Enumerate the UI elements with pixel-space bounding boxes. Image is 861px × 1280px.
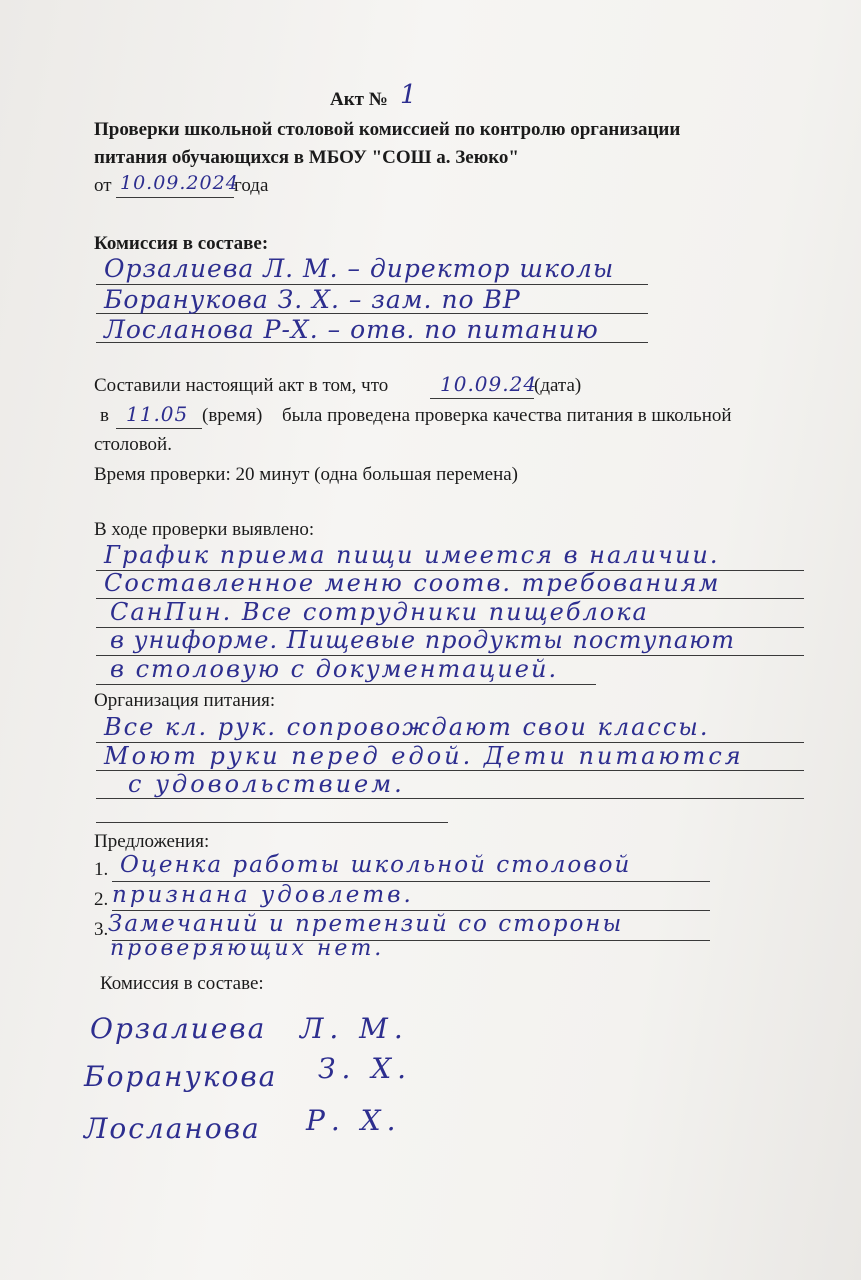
organization-text-1: Все кл. рук. сопровождают свои классы. — [104, 713, 710, 741]
signature-surname-3: Лосланова — [84, 1112, 261, 1145]
proposals-heading: Предложения: — [94, 831, 210, 852]
organization-heading: Организация питания: — [94, 690, 276, 711]
act-prefix: Составили настоящий акт в том, что — [94, 375, 389, 396]
act-date-underline — [430, 398, 534, 399]
act-date: 10.09.2024 — [120, 172, 239, 194]
proposal-number-1: 1. — [94, 859, 109, 880]
signature-surname-2: Боранукова — [84, 1060, 278, 1093]
commission-member-1: Орзалиева Л. М. – директор школы — [104, 254, 615, 283]
act-rest-2: столовой. — [94, 434, 172, 455]
date-prefix: от — [94, 175, 112, 196]
date-underline — [116, 197, 234, 198]
findings-heading: В ходе проверки выявлено: — [94, 519, 315, 540]
act-in: в — [100, 405, 109, 426]
date-suffix: года — [234, 175, 269, 196]
findings-line-5 — [96, 684, 596, 685]
commission-member-3: Лосланова Р-Х. – отв. по питанию — [104, 315, 599, 344]
organization-text-2: Моют руки перед едой. Дети питаются — [104, 742, 744, 770]
findings-text-5: в столовую с документацией. — [110, 655, 559, 683]
commission-member-2: Боранукова З. Х. – зам. по ВР — [104, 285, 521, 314]
act-time-underline — [116, 428, 202, 429]
findings-text-2: Составленное меню соотв. требованиям — [104, 569, 721, 597]
signature-initials-1: Л. М. — [300, 1012, 409, 1045]
signatures-heading: Комиссия в составе: — [100, 973, 264, 994]
subtitle-line-1: Проверки школьной столовой комиссией по контролю организации — [94, 119, 681, 140]
act-check-time: 11.05 — [126, 402, 189, 426]
act-title — [330, 88, 388, 112]
proposal-text-2: признана удовлетв. — [112, 882, 414, 908]
organization-line-4 — [96, 822, 448, 823]
findings-text-1: График приема пищи имеется в наличии. — [104, 541, 720, 569]
proposal-text-3: Замечаний и претензий со стороны — [108, 911, 624, 937]
signature-initials-2: З. Х. — [318, 1052, 413, 1085]
act-date-label: (дата) — [534, 375, 582, 396]
proposal-number-3: 3. — [94, 919, 109, 940]
commission-heading: Комиссия в составе: — [94, 233, 269, 254]
act-check-date: 10.09.24 — [440, 372, 538, 396]
proposal-text-1: Оценка работы школьной столовой — [120, 852, 632, 878]
act-title-prefix: Акт № — [330, 89, 388, 110]
organization-line-3 — [96, 798, 804, 799]
act-number: 1 — [400, 80, 418, 110]
organization-text-3: с удовольствием. — [128, 770, 405, 798]
act-duration: Время проверки: 20 минут (одна большая перемена) — [94, 464, 519, 485]
findings-text-3: СанПин. Все сотрудники пищеблока — [110, 598, 649, 626]
proposal-text-4: проверяющих нет. — [110, 936, 385, 961]
subtitle-line-2: питания обучающихся в МБОУ "СОШ а. Зеюко" — [94, 147, 519, 168]
act-rest-1: была проведена проверка качества питания в школьной — [282, 405, 732, 426]
proposal-number-2: 2. — [94, 889, 109, 910]
act-time-label: (время) — [202, 405, 263, 426]
signature-surname-1: Орзалиева — [90, 1012, 267, 1045]
signature-initials-3: Р. Х. — [306, 1104, 402, 1137]
findings-text-4: в униформе. Пищевые продукты поступают — [110, 626, 736, 654]
